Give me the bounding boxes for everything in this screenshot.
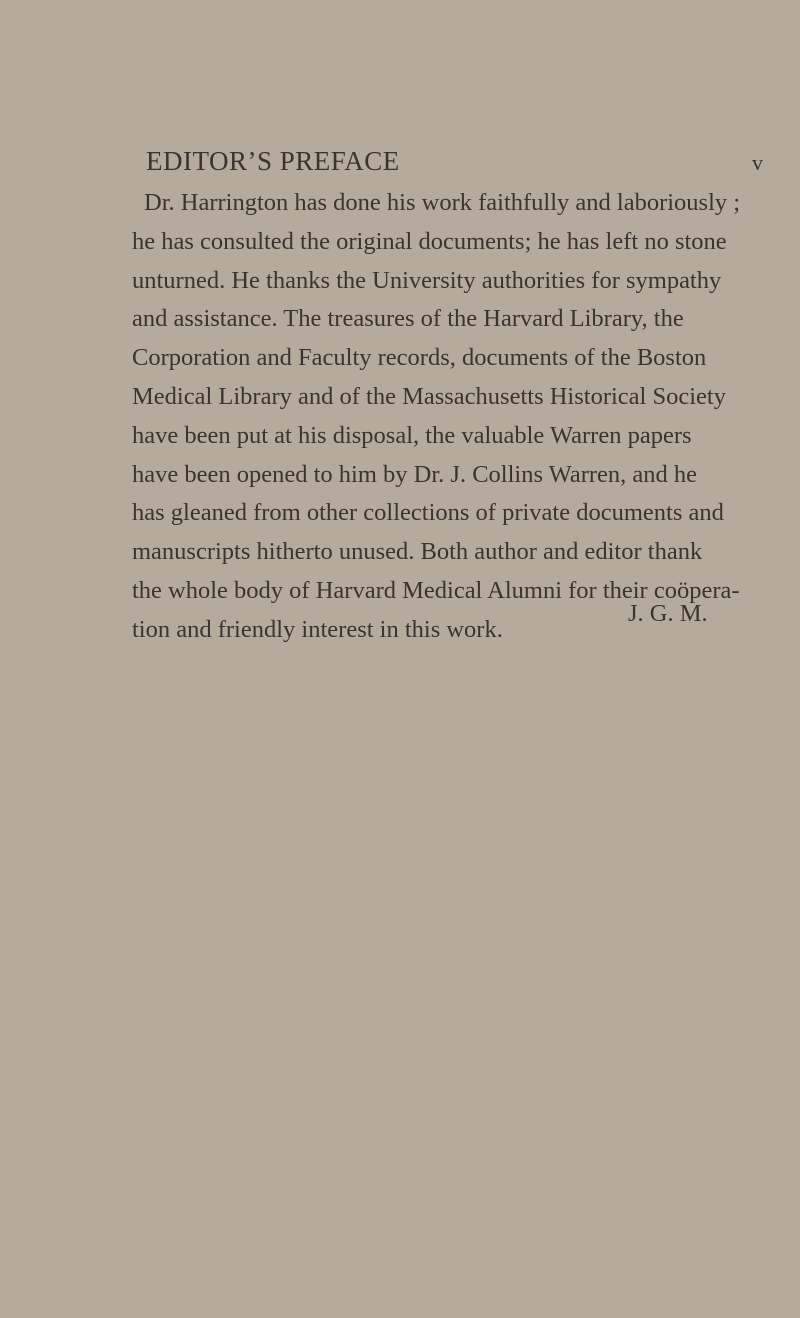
signature: J. G. M. [628, 600, 708, 627]
text-line: Dr. Harrington has done his work faithfully and laboriously ; [144, 189, 741, 216]
text-line: the whole body of Harvard Medical Alumni for their coöpera- [132, 576, 740, 604]
page-title: EDITOR’S PREFACE [146, 146, 400, 176]
text-line: and assistance. The treasures of the Harvard Library, the [132, 305, 684, 333]
text-line: manuscripts hitherto unused. Both author and editor thank [132, 538, 703, 566]
text-line: Medical Library and of the Massachusetts Historical Society [132, 382, 726, 410]
text-line: has gleaned from other collections of private documents and [132, 499, 724, 527]
text-line: have been opened to him by Dr. J. Collins Warren, and he [132, 460, 698, 488]
text-line: have been put at his disposal, the valuable Warren papers [132, 421, 692, 449]
text-line: unturned. He thanks the University authorities for sympathy [132, 266, 722, 294]
text-line: Corporation and Faculty records, documents of the Boston [132, 344, 707, 372]
page-number: v [752, 150, 763, 175]
preface-paragraph [132, 184, 741, 650]
text-line: he has consulted the original documents; he has left no stone [132, 227, 727, 255]
text-line: tion and friendly interest in this work. [132, 615, 503, 643]
